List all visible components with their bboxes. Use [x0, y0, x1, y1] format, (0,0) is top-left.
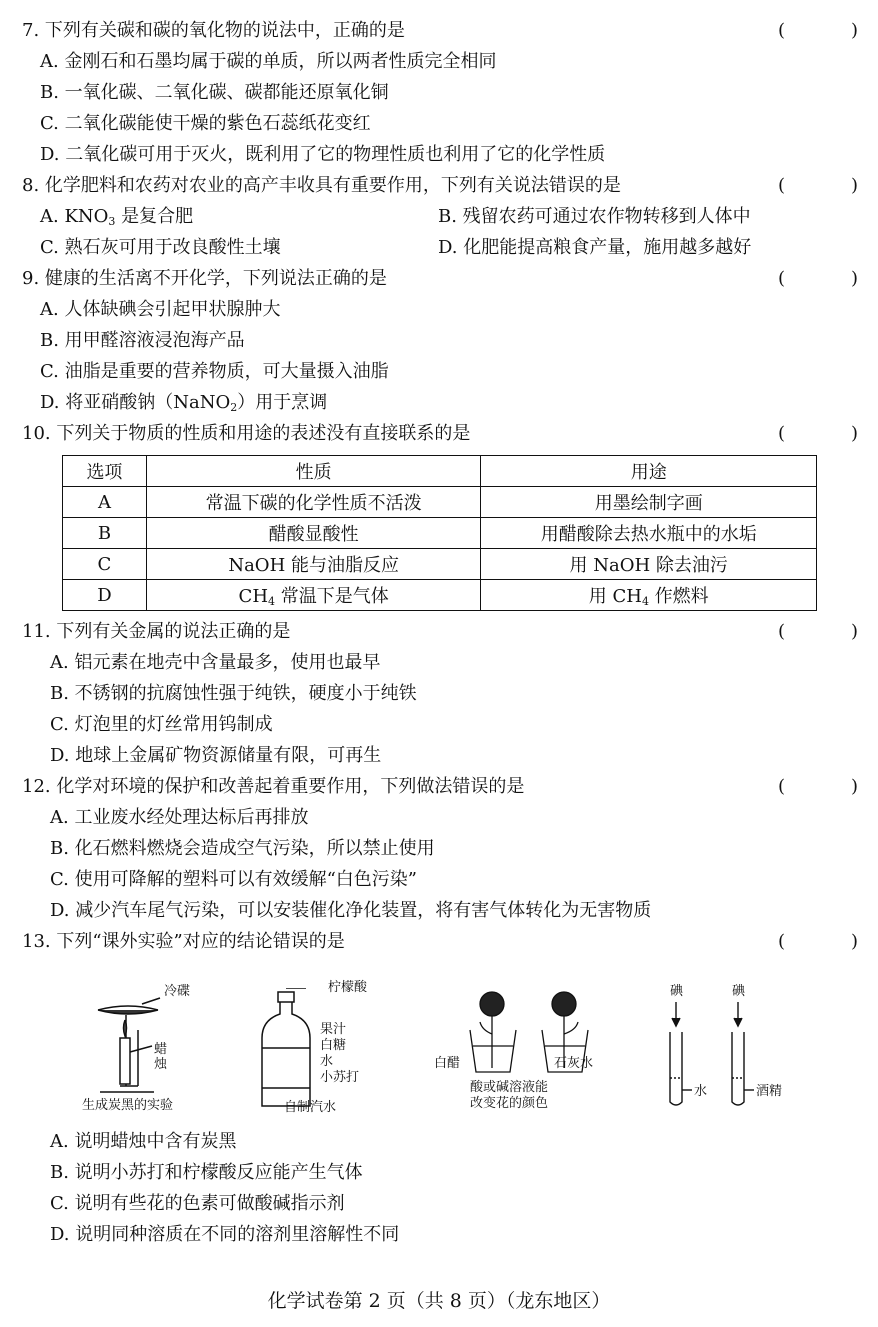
- label-baking-soda: 小苏打: [320, 1070, 360, 1085]
- label-water: 水: [320, 1054, 334, 1069]
- q7-stem: 7. 下列有关碳和碳的氧化物的说法中，正确的是: [22, 20, 405, 41]
- q12-answer-blank[interactable]: ( ): [778, 776, 858, 797]
- caption-flower-line1: 酸或碱溶液能: [470, 1080, 549, 1095]
- q12-option-c: C. 使用可降解的塑料可以有效缓解“白色污染”: [50, 869, 417, 890]
- label-white-vinegar: 白醋: [434, 1056, 461, 1071]
- candle-apparatus-icon: [80, 990, 210, 1100]
- table-row: B 醋酸显酸性 用醋酸除去热水瓶中的水垢: [63, 518, 817, 549]
- q7-option-c: C. 二氧化碳能使干燥的紫色石蕊纸花变红: [40, 113, 371, 134]
- q10-table: [62, 455, 817, 611]
- q8-answer-blank[interactable]: ( ): [778, 175, 858, 196]
- bottle-icon: [256, 988, 316, 1113]
- label-lime-water: 石灰水: [554, 1056, 594, 1071]
- q10-answer-blank[interactable]: ( ): [778, 423, 858, 444]
- q13-option-a: A. 说明蜡烛中含有炭黑: [50, 1131, 237, 1152]
- q11-stem: 11. 下列有关金属的说法正确的是: [22, 621, 291, 642]
- label-cold-dish: 冷碟: [164, 984, 191, 999]
- q13-option-d: D. 说明同种溶质在不同的溶剂里溶解性不同: [50, 1224, 400, 1245]
- q7-option-b: B. 一氧化碳、二氧化碳、碳都能还原氧化铜: [40, 82, 389, 103]
- figure-flower-indicator: [434, 990, 614, 1115]
- q8-option-d: D. 化肥能提高粮食产量，施用越多越好: [438, 237, 752, 258]
- figure-homemade-soda: [250, 978, 420, 1118]
- figure-candle-soot: [80, 984, 210, 1120]
- q11-option-a: A. 铝元素在地壳中含量最多，使用也最早: [50, 652, 381, 673]
- q7-option-a: A. 金刚石和石墨均属于碳的单质，所以两者性质完全相同: [40, 51, 497, 72]
- table-header-property: 性质: [146, 456, 481, 487]
- q11-option-d: D. 地球上金属矿物资源储量有限，可再生: [50, 745, 382, 766]
- q9-stem: 9. 健康的生活离不开化学，下列说法正确的是: [22, 268, 387, 289]
- q11-option-b: B. 不锈钢的抗腐蚀性强于纯铁，硬度小于纯铁: [50, 683, 417, 704]
- label-alcohol-tube: 酒精: [756, 1084, 783, 1099]
- table-header-row: [63, 456, 817, 487]
- q9-option-d: D. 将亚硝酸钠（NaNO$_2$）用于烹调: [40, 392, 328, 414]
- q7-option-d: D. 二氧化碳可用于灭火，既利用了它的物理性质也利用了它的化学性质: [40, 144, 606, 165]
- q8-stem: 8. 化学肥料和农药对农业的高产丰收具有重要作用，下列有关说法错误的是: [22, 175, 621, 196]
- q9-option-b: B. 用甲醛溶液浸泡海产品: [40, 330, 245, 351]
- table-header-use: 用途: [481, 456, 817, 487]
- label-citric-acid: 柠檬酸: [328, 980, 368, 995]
- q9-option-a: A. 人体缺碘会引起甲状腺肿大: [40, 299, 281, 320]
- q8-option-b: B. 残留农药可通过农作物转移到人体中: [438, 206, 751, 227]
- q10-stem: 10. 下列关于物质的性质和用途的表述没有直接联系的是: [22, 423, 471, 444]
- table-row: A 常温下碳的化学性质不活泼 用墨绘制字画: [63, 487, 817, 518]
- table-row: C NaOH 能与油脂反应 用 NaOH 除去油污: [63, 549, 817, 580]
- q7-answer-blank[interactable]: ( ): [778, 20, 858, 41]
- table-row: D $CH_4$ 常温下是气体 用 $CH_4$ 作燃料: [63, 580, 817, 611]
- label-sugar: 白糖: [320, 1038, 347, 1053]
- caption-candle-soot: 生成炭黑的实验: [82, 1098, 174, 1113]
- label-iodine-1: 碘: [670, 984, 684, 999]
- page-footer: 化学试卷第 2 页（共 8 页）（龙东地区）: [267, 1290, 611, 1312]
- q11-answer-blank[interactable]: ( ): [778, 621, 858, 642]
- q8-option-c: C. 熟石灰可用于改良酸性土壤: [40, 237, 281, 258]
- label-water-tube: 水: [694, 1084, 708, 1099]
- q12-option-d: D. 减少汽车尾气污染，可以安装催化净化装置，将有害气体转化为无害物质: [50, 900, 652, 921]
- q8-option-a: A. $KNO_3$ 是复合肥: [40, 206, 194, 228]
- q13-option-c: C. 说明有些花的色素可做酸碱指示剂: [50, 1193, 345, 1214]
- label-iodine-2: 碘: [732, 984, 746, 999]
- figure-iodine-solubility: [650, 984, 820, 1114]
- table-header-option: 选项: [63, 456, 147, 487]
- q12-option-b: B. 化石燃料燃烧会造成空气污染，所以禁止使用: [50, 838, 435, 859]
- q9-option-c: C. 油脂是重要的营养物质，可大量摄入油脂: [40, 361, 389, 382]
- q13-answer-blank[interactable]: ( ): [778, 931, 858, 952]
- caption-homemade-soda: 自制汽水: [284, 1100, 337, 1115]
- q12-option-a: A. 工业废水经处理达标后再排放: [50, 807, 309, 828]
- q13-stem: 13. 下列“课外实验”对应的结论错误的是: [22, 931, 345, 952]
- q13-option-b: B. 说明小苏打和柠檬酸反应能产生气体: [50, 1162, 363, 1183]
- label-candle: 蜡烛: [154, 1042, 168, 1072]
- q12-stem: 12. 化学对环境的保护和改善起着重要作用，下列做法错误的是: [22, 776, 525, 797]
- q11-option-c: C. 灯泡里的灯丝常用钨制成: [50, 714, 273, 735]
- q9-answer-blank[interactable]: ( ): [778, 268, 858, 289]
- caption-flower-line2: 改变花的颜色: [470, 1096, 549, 1111]
- label-juice: 果汁: [320, 1022, 347, 1037]
